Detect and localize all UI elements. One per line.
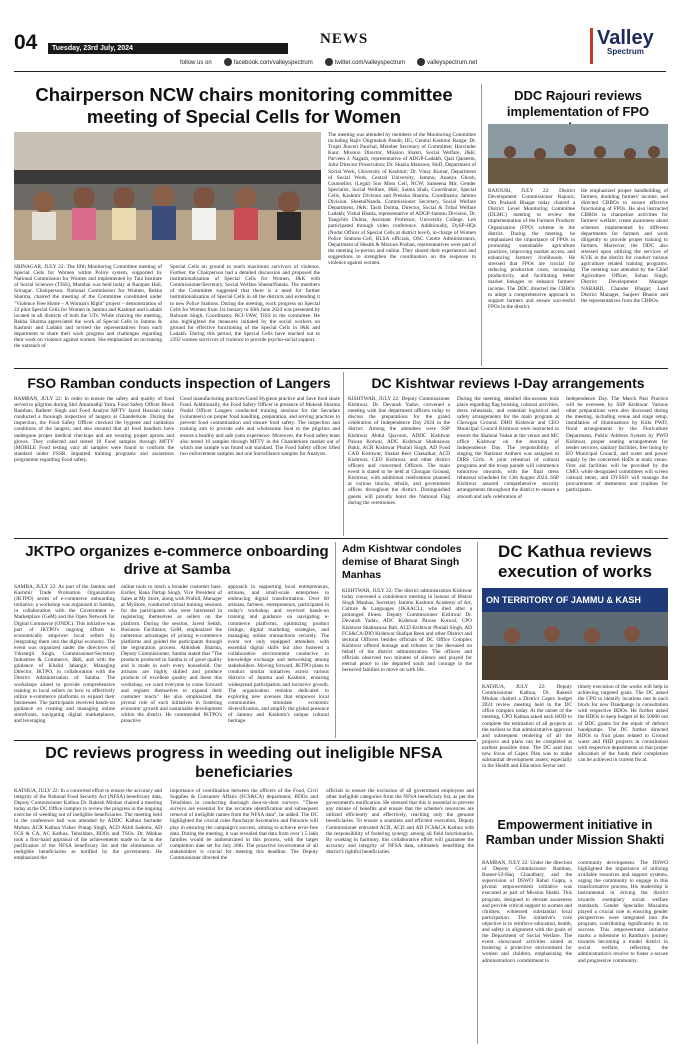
jktpo-headline: JKTPO organizes e-commerce onboarding drive at Samba <box>25 543 329 578</box>
ramban-shakti-body-col2: community development. The DSWO highlighted the importance of utilizing available resources and support systems, urging the community to engage in this transformative process. His leadership is instrumental in driving the district towards exemplary social welfare standards. Gender Specialist Muzaima played a crucial role in ensuring gender perspectives were integrated into the program, contributing significantly to its success. This empowerment initiative marks a milestone in Ramban's journey towards becoming a model district in social welfare, reflecting the administration's resolve to foster a secure and progressive community. <box>578 860 668 964</box>
column-divider <box>477 742 478 1044</box>
rajouri-meeting-photo <box>488 124 668 184</box>
row-divider <box>14 740 476 741</box>
ramban-headline: FSO Ramban conducts inspection of Langers <box>27 375 331 391</box>
facebook-icon <box>224 58 232 66</box>
rajouri-body-col2: He emphasized proper handholding of farmers, doubling farmers' income, and directed CBBOs to ensure effective functioning of FPOs. He also instructed CBBOs to channelize activities for farmers' welfare, create awareness about schemes implemented by different departments for farmers and work diligently to provide proper training to farmers. Moreover, the DDC also stressed upon utilizing the services of KVK in the district for conduct various agriculture related training programs. The meeting was attended by the Chief Agriculture Officer, Sohan Singh; District Development Manager NABARD, Chander Bhagat; Lead District Manager, Sanjeev Bhasin and the representatives from the CBBOs. <box>581 188 668 304</box>
follow-label: follow us on <box>180 60 212 66</box>
ramban-shakti-headline: Empowerment initiative in Ramban under Mission Shakti <box>485 818 665 847</box>
twitter-icon <box>325 58 333 66</box>
condoles-headline: Adm Kishtwar condoles demise of Bharat Singh Manhas <box>342 543 462 581</box>
ramban-body-col1: RAMBAN, JULY 22: In order to ensure the safety and quality of food served to pilgrims during Shri Amarnathji Yatra, Food Safety Officer Block Ramban, Balbeer Singh and Food Analyst MFTV Jayed Hussain today conducted a thorough inspection of langers at Chanderkote. During the inspection, the Food Safety Officer checked the hygiene and sanitation conditions of the langers, and also ensured that all food handlers have undergone proper medical checkups and are wearing proper aprons and gloves. They collected and tested 10 Food samples through MFTV (MOBILE Food testing van) all samples were found to conform the standard under FSSR. Imparted training programs and awareness programme regarding Food safety, <box>14 396 174 463</box>
twitter-link[interactable]: twitter.com/valleyspectrum <box>325 58 405 68</box>
globe-icon <box>417 58 425 66</box>
row-divider <box>14 538 668 539</box>
kathua-body-col2: timely execution of the works will help in achieving targeted goals. The DC asked the CPO to identify locations one in each block for new Dandpangs in consultation with respective BDOs. He further asked the BDOs to keep budget of Rs 50000 out of BDC grants for the repair of defunct handpumps. The DC further directed BDOs to fruit plans related to Ground water and PHD projects in consultation with respective departments so that proper allocation of the funds their completion can be achieved in current fiscal. <box>578 684 668 764</box>
ncw-headline: Chairperson NCW chairs monitoring committee meeting of Special Cells for Women <box>35 84 453 127</box>
ncw-meeting-photo <box>14 132 321 260</box>
kishtwar-iday-body-col3: Independence Day. The March Past Practice will be overseen by SSP Kishtwar. Various other preparations were also discussed during the meeting, including venue and stage setup, installation of illuminations by Kido PWD, floral arrangements by the Floriculture Department, Public Address System by PWD Kishtwar, proper seating arrangements for tender services, sanitary facilities, free lining by EO Municipal Council, and water and power supply by the concerned HoDs at main venue. First aid facilities will be provided by the CMO, while designated committees will screen cultural items, and DYSSO will manage the procurement of mementos and trophies for participants. <box>566 396 668 494</box>
ncw-body-col2: Special Cells on ground to reach maximum survivors of violence. Further, the Chairperson had a detailed discussion and proposed the institutionalisation of Special Cells for Women, J&K with Commissioner/Secretary, Social Welfare SheetalNanda. The members of the Committee suggested that there is a need for further institutionalisation of Special Cells in all the districts and extending it to new Police Stations. During the meeting, work progress on Special Cells for Women from 1st January to 30th June 2024 was presented by Balwant Singh, Coordinator, RCI-VAW, TISS to the committee. He also highlighted the measures initiated by the social workers on ground for effective functioning of the Special Cells in J&K and Ladakh. During this period, the Special Cells have reached out to 2392 women survivors of violence to provide psycho-social support. <box>170 264 320 344</box>
brand-logo <box>590 28 670 64</box>
ncw-body-col1: SRINAGAR, JULY 22: The fifth Monitoring Committee meeting of Special Cells for Women within Police system, supported by National Commission for Women and implemented by Tata Institute of Social Sciences (TISS), Mumbai was held today at Banquet Hall, Srinagar. Chairperson, National Commission for Women, Rekha Sharma, chaired the meeting of the Committee constituted under "Violence Free Home – A Woman's Right" project – demonstration of 22 pilot Special Cells for Women in Jammu and Kashmir and Ladakh located in all districts of both the UTs. While chairing the meeting, Rekha Sharma appreciated the work of Special Cells in Jammu & Kashmir and Ladakh and invited the representatives from each department to share their work progress and challenges regarding their work on violence against women. She emphasized on increasing the outreach of <box>14 264 162 350</box>
brand-name: Valley <box>597 27 654 49</box>
kathua-meeting-photo <box>482 588 668 680</box>
jktpo-body-col3: approach in supporting local entrepreneurs, artisans, and small-scale enterprises in embracing digital transformation. Over 60 artisans, farmers, entrepreneurs, participated in today's workshop and received hands-on training and guidance on navigating e-commerce platforms, optimizing product listings, digital marketing strategies, and managing online transactions securely. The event not only equipped attendees with essential digital skills but also fostered a collaborative environment conducive to knowledge exchange and networking among stakeholders. Moving forward, JKTPO plans to conduct similar initiatives across various districts of Jammu and Kashmir, ensuring widespread participation and inclusive growth. The organization remains dedicated to exploring new avenues that empower local communities, stimulate economic diversification, and amplify the global presence of Jammu and Kashmir's unique cultural heritage. <box>228 584 329 725</box>
column-divider <box>481 84 482 366</box>
nfsa-body-col3: officials to ensure the exclusion of all government employees and other ineligible categories from the NFSA beneficiary list, as per the government's notification. He stressed that this is essential to prevent any misuse of benefits and ensure that the scheme's resources are utilized efficiently and effectively, reaching only the genuine beneficiaries. To ensure a seamless and efficient execution, Deputy Commissioner entrusted ACR, ACD and AD FCS&CA Kathua with the responsibility of fostering synergy among all field functionaries. By working in harmony, this collaborative effort will guarantee the accuracy and integrity of NFSA data, ultimately benefiting the district's rightful beneficiaries. <box>326 788 474 855</box>
kishtwar-iday-headline: DC Kishtwar reviews I-Day arrangements <box>371 375 645 391</box>
jktpo-body-col1: SAMBA, JULY 22: As part of the Jammu and Kashmir Trade Promotion Organization (JKTPO) series of e-commerce onboarding initiative, a workshop was organized in Samba, in collaboration with the Government e-Marketplace (GeM) and the Open Network for Digital Commerce (ONDC). This initiative was part of JKTPO's ongoing efforts to economically empower local sellers by integrating them into the digital economy. The event was organized under the directives of Vikramjit Singh, Commissioner/Secretary Industries & Commerce, J&K, and with the guidance of Khalid Jahangir, Managing Director, JKTPO, in collaboration with the District Administration of Samba. The workshops aimed to provide comprehensive training to local sellers on how to effectively utilize e-commerce platforms to expand their businesses. The participants received hands-on guidance on creating and managing online storefronts, navigating digital marketplaces, and leveraging <box>14 584 115 725</box>
condoles-body: KISHTWAR, JULY 22: The district administration Kishtwar today convened a condolence meeting in honour of Bharat Singh Manhas, Secretary Jammu Kashmir Academy of Art, Culture & Languages (JKAACL), who died after a prolonged illness. Deputy Commissioner Kishtwar Dr. Devansh Yadav, ADC Kishtwar Pawan Kotwal, CPO Kishtwar Shahnawaz Bali, ACD Kishtwar Phulail Singh, AD FCS&CA/DIO Kishtwar Shafqat Reen and other District and sectoral Officers besides officials of DC Office Complex Kishtwar offered homage and tributes to the deceased on behalf of the district administration. The officers and officials observed two minutes of silence and prayed for eternal peace to the departed souls and courage to the bereaved families to move on with life. <box>342 588 472 674</box>
ncw-body-col3: The meeting was attended by members of the Monitoring Committee including Rajiv Ongmakoh Pandit, IIG, Central Kashmir Range; Dr. Trupti Jhaveri Panchal, Member Secretary of Committee; Harvinder Kaur, Mission Director, Mission Shakti, Social Welfare, J&K; Parveen J. Nagash, representative of ADGP-Ladakh; Qazi Qaiseem, Joint Director Prosecution; Dr. Shazia Manzoor, HoD, Department of Social Work, University of Kashmir; Dr. Vinay Kumar, Department of Social Work, Central University, Jammu; Ananya Ghosh, Counsellor, (Legal) Suo Moto Cell, NCW; Sameena Mir, Gender Specialist, Social Welfare, J&K; Saima Shah, Coordinator, Special Cells, Kashmir Division and Preksha Sharma, Coordinator, Jammu Division. SheetalNanda, Commissioner Secretary, Social Welfare Department, J&K; Tashi Dolma, Director, Social & Tribal Welfare Ladakh; Vishal Bhatia, representative of ADGP-Jammu Division, Dr. Yangchin Dolma, Assistant Professor, University College, Leh participated through video conference. Additionally, DySP-HQs (Nodal Officer of Special Cells at district level), in-charge of Women Police Stations-Cell, BLSA officials, OSC Centre Administrators, Department of Health & Mission Poshan, representatives were part of the meeting in-person and online. They shared their experiences and suggestions to strengthen the coordination on the response to violence against women. <box>328 132 476 266</box>
section-title: NEWS <box>320 31 369 47</box>
page-number: 04 <box>14 31 38 54</box>
rajouri-headline: DDC Rajouri reviews implementation of FPO <box>506 88 650 119</box>
social-links <box>180 58 580 68</box>
masthead-rule <box>14 71 666 72</box>
rajouri-body-col1: RAJOURI, JULY 22: District Development Commissioner Rajouri, Om Prakash Bhagat today chaired a District Level Monitoring Committee (DLMC) meeting to review the implementation of the Farmers Producer Organisation (FPO) scheme in the district. During the meeting, he emphasized the importance of FPOs in promoting sustainable agriculture practices, improving market access, and enhancing farmers' livelihoods. He stressed that FPOs are crucial for reducing production costs, increasing productivity, and facilitating better market linkages to enhance farmers' income. The DDC directed the CBBOs to adopt a comprehensive approach to support farmers and ensure successful FPOs in the district. <box>488 188 575 310</box>
kathua-photo-banner: ON TERRITORY OF JAMMU & KASH <box>486 595 641 605</box>
issue-date: Tuesday, 23rd July, 2024 <box>48 43 288 54</box>
website-link[interactable]: valleyspectrum.net <box>417 58 477 68</box>
facebook-link[interactable]: facebook.com/valleyspectrum <box>224 58 313 68</box>
kishtwar-iday-body-col1: KISHTWAR, JULY 22: Deputy Commissioner Kishtwar, Dr. Devansh Yadav, convened a meeting with line department officers today to discuss the preparations for the grand celebration of Independence Day 2024 in the district. Among the attendees were SSP Kishtwar Abdul Qayoom, ADDC Kishtwar Pawan Kotwal, ADC Kishtwar Shahnawaz Bukh, ACR Kishtwar Phulail Singh, AD Food CAD Kishtwar, Shakat Reer Chakalkar, ACD Kishtwar, CEO Kishtwar, and other district officers and concerned Officers. The main event is slated to be held at Chougan Ground, Kishtwar, with additional celebrations planned at various blocks, tehsils, and government offices throughout the district. Distinguished guests will proudly hoist the National Flag during the ceremonies. <box>348 396 450 506</box>
column-divider <box>477 542 478 738</box>
ramban-shakti-body-col1: RAMBAN, JULY 22: Under the direction of Deputy Commissioner Ramban, Baseer-Ul-Haq Chaudhary, and the supervision of DSWO Rahul Gupta, a pivotal empowerment initiative was executed as part of Mission Shakti. This program, designed to elevate awareness and provide critical support to women and children, witnessed substantial local participation. The initiative's core objective is to reinforce education, health, and safety in alignment with the goals of the Department of Social Welfare. The event showcased activities aimed at fostering a protective environment for women and children, emphasizing the administration's commitment to <box>482 860 572 964</box>
nfsa-body-col2: importance of coordination between the officers of the Food, Civil Supplies & Consumer Affairs (FCS&CA) department, BDOs and Tehsildars in conducting thorough door-to-door surveys. "These surveys are essential for the accurate identification and subsequent removal of ineligible names from the NFSA data", he added. The DC highlighted the crucial roles Panchayat Secretaries and Patwaris will play in ensuring the campaign's success, aiming to achieve error-free data. During the meeting, it was revealed that data from over 1.5 lakh families would be authenticated in this process, with the target completion date set for July 28th. The proactive involvement of all stakeholders is crucial for meeting this deadline. The Deputy Commissioner directed the <box>170 788 318 862</box>
row-divider <box>14 368 668 369</box>
brand-subname: Spectrum <box>607 47 644 56</box>
ramban-body-col2: Good manufacturing practices/Good Hygiene practice and Save food share Food. Additionally, the Food Safety Officer in presence of Mukesh Sharma Nodal Officer Langers conducted training sessions for the Sevadars (volunteers) on proper food handling, preparation, and serving practices to prevent food contamination and ensure food safety. The inspection and training aim to provide safe and wholesome food to the pilgrims and ensure a healthy and safe yatra experience. Moreover, the Food safety team also tested 10 samples through MFTV in the Chanderkote market out of which one sample was found sub standard. The Food Safety officer lifted two enforcement samples and one Surveillance samples for Analysis. <box>180 396 340 457</box>
kathua-headline: DC Kathua reviews execution of works <box>498 542 652 581</box>
nfsa-body-col1: KATHUA, JULY 22: In a concerted effort to ensure the accuracy and integrity of the National Food Security Act (NFSA) beneficiary data, Deputy Commissioner Kathua Dr. Rakesh Minhas chaired a meeting today at the DC Office complex to review the progress in the ongoing exercise of weeding out of ineligible beneficiaries. The meeting held in the conference hall was attended by ADDC Kathua Surinder Mohan, ACR Kathua Vishav Pratap Singh, ACD Akhil Sadotra, AD FCS & CA, AC Kathua, Tehsildars, BDOs and TSOs. Dr. Minhas took a first-hand appraisal of the achievements made so far in the purification of the NFSA beneficiary list and the elimination of ineligible beneficiaries as notified by the government. He emphasized the <box>14 788 162 862</box>
nfsa-headline: DC reviews progress in weeding out ineligible NFSA beneficiaries <box>45 745 443 781</box>
jktpo-body-col2: online tools to reach a broader customer base. Earlier, Rana Partap Singh, Vice President of Sales at My Store, along with Prafull, Manager at MyStore, conducted virtual training sessions for the participants who were interested in registering themselves as sellers on the platform. During the session, Javed Sekkh, Business Facilitator, GeM, emphasized the numerous advantages of joining e-commerce platforms and guided the participants through the registration process. Abhishek Sharma, Deputy Commissioner, Samba stated that "The products produced in Samba is of good quality and is made in each every household. Our artisans are highly skilled and produce products of excellent quality and these this workshop, we want everyone to come forward and register themselves to expand their customer reach." He also emphasized the pivotal role of such initiatives in fostering economic growth and sustainable development within the district. He commended JKTPO's proactive <box>121 584 222 725</box>
column-divider <box>335 542 336 738</box>
kathua-body-col1: KATHUA, JULY 22: Deputy Commissioner Kathua, Dr. Rakesh Minhas chaired a District Capex budget 2024 review meeting held in the DC office complex today. At the outset of the meeting, CPO Kathua asked each HOD to complete the estimation of all projects at the earliest so that administrative approval and subsequent tendering of all the projects and plans can be completed at earliest possible time. The DC said that new focus of Capex Plan was to make substantial development assets, especially in the Health and Education Sector and <box>482 684 572 770</box>
column-divider <box>343 372 344 536</box>
kishtwar-iday-body-col2: During the meeting, detailed discussions took place regarding flag hoisting, cultural activities, dress rehearsals, and essential logistical and safety arrangements for the main program at Chowgan Ground. DHO Kishtwar and CEO Municipal Council Kishtwar were instructed to ensure the Shahnai Vadan at the venue and MC office Kishtwar on the morning of Independence Day. The responsibility of singing the National Anthem was assigned to DIRS Girls. A joint rehearsal of cultural programs and the troop parade will commence tomorrow onwards, with the final dress rehearsal scheduled for 13th August 2024. SSP Kishtwar assured comprehensive security arrangements throughout the district to ensure a smooth and safe celebration of <box>457 396 559 500</box>
